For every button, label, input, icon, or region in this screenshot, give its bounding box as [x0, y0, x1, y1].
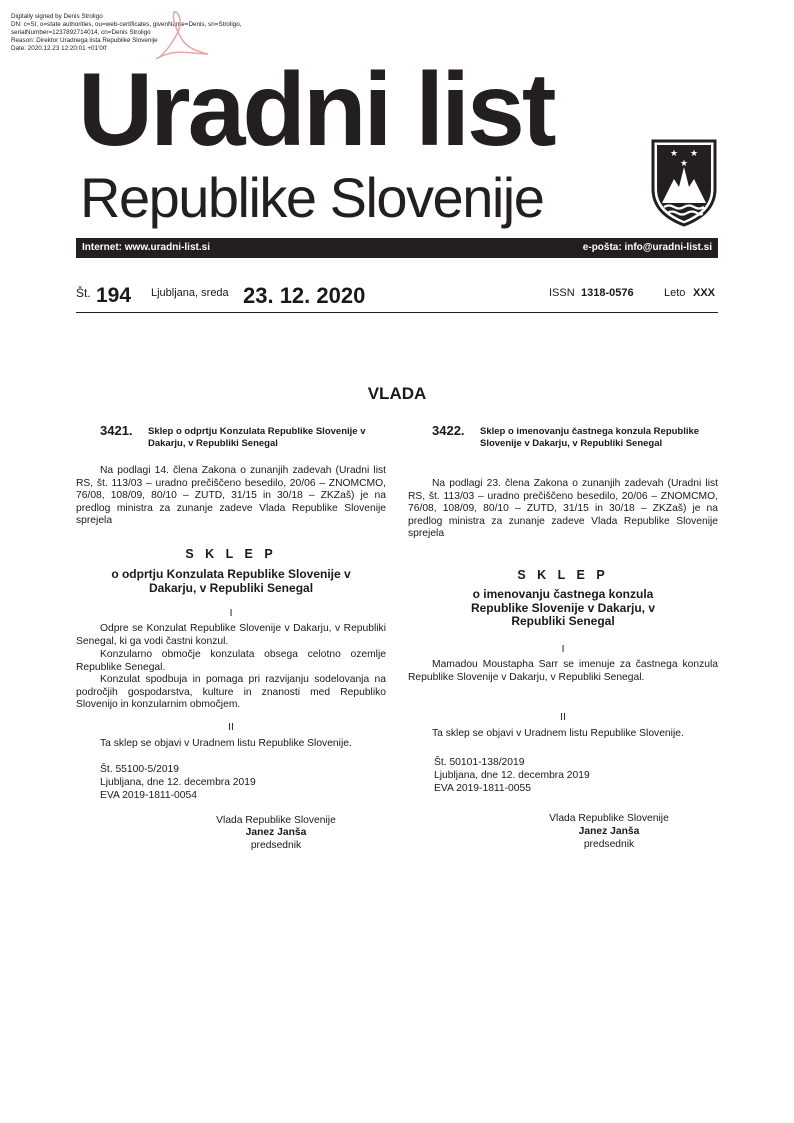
leto-value: XXX [693, 287, 716, 299]
signature-line: Digitally signed by Denis Stroligo [11, 13, 103, 20]
paragraph: Mamadou Moustapha Sarr se imenuje za častnega konzula Republike Slovenije v Dakarju, v Republiki Senegal. [408, 659, 718, 683]
reference-number: Št. 50101-138/2019 [434, 757, 525, 768]
article-3422 [408, 425, 718, 865]
masthead-subtitle: Republike Slovenije [80, 166, 544, 229]
internet-link[interactable]: Internet: www.uradni-list.si [82, 242, 210, 253]
part-label: II [228, 722, 234, 733]
paragraph: Konzularno območje konzulata obsega celotno ozemlje Republike Senegal. [76, 649, 386, 673]
section-heading: VLADA [367, 384, 427, 403]
signer-role: predsednik [250, 840, 302, 851]
svg-text:★: ★ [679, 159, 689, 169]
paragraph: Odpre se Konzulat Republike Slovenije v Dakarju, v Republiki Senegal, ki ga vodi častni konzul. [76, 623, 386, 647]
masthead-contact-bar [76, 238, 718, 258]
issn-label: ISSN [549, 287, 575, 299]
issue-number: 194 [96, 284, 132, 307]
part-label: I [561, 644, 565, 655]
reference-number: Št. 55100-5/2019 [100, 764, 180, 775]
svg-text:★: ★ [689, 149, 699, 159]
paragraph: Ta sklep se objavi v Uradnem listu Republike Slovenije. [432, 728, 684, 739]
signature-line: Date: 2020.12.23 12:20:01 +01'00' [11, 45, 108, 52]
signer-org: Vlada Republike Slovenije [549, 813, 669, 824]
signer-org: Vlada Republike Slovenije [216, 815, 336, 826]
article-heading: Sklep o imenovanju častnega konzula Republike Slovenije v Dakarju, v Republiki Senegal [480, 426, 700, 449]
sklep-title: o odprtju Konzulata Republike Slovenije v Dakarju, v Republiki Senegal [111, 567, 351, 595]
signer-role: predsednik [583, 839, 635, 850]
article-3421 [76, 425, 386, 865]
masthead-title: Uradni list [78, 52, 554, 168]
paragraph: Ta sklep se objavi v Uradnem listu Republike Slovenije. [100, 738, 352, 749]
sklep-label: S K L E P [517, 568, 609, 582]
article-number: 3421. [100, 423, 133, 438]
sklep-label: S K L E P [185, 547, 277, 561]
reference-eva: EVA 2019-1811-0054 [100, 790, 197, 801]
slovenian-coat-of-arms-icon [650, 137, 718, 227]
issue-line [76, 282, 718, 313]
article-intro: Na podlagi 14. člena Zakona o zunanjih zadevah (Uradni list RS, št. 113/03 – uradno prečiščeno besedilo, 20/06 – ZNOMCMO, 76/08, 108/09, 80/10 – ZUTD, 31/15 in 30/18 – ZKZaš) je na predlog ministra za zunanje zadeve Vlada Republike Slovenije sprejela [76, 465, 386, 526]
issue-date: 23. 12. 2020 [243, 283, 366, 308]
signature-line: serialNumber=1237892714014, cn=Denis Stroligo [11, 29, 151, 36]
email-link[interactable]: e-pošta: info@uradni-list.si [582, 242, 712, 253]
signature-line: Reason: Direktor Uradnega lista Republike Slovenije [11, 37, 158, 44]
issue-st-label: Št. [76, 286, 91, 300]
reference-eva: EVA 2019-1811-0055 [434, 783, 531, 794]
article-heading: Sklep o odprtju Konzulata Republike Slovenije v Dakarju, v Republiki Senegal [148, 426, 366, 449]
reference-date: Ljubljana, dne 12. decembra 2019 [434, 770, 590, 781]
reference-date: Ljubljana, dne 12. decembra 2019 [100, 777, 256, 788]
sklep-title: o imenovanju častnega konzula Republike Slovenije v Dakarju, v Republiki Senegal [470, 587, 656, 628]
article-number: 3422. [432, 423, 465, 438]
leto-label: Leto [664, 287, 686, 299]
issue-place-day: Ljubljana, sreda [151, 287, 229, 299]
part-label: II [560, 712, 566, 723]
svg-text:★: ★ [669, 149, 679, 159]
signer-name: Janez Janša [245, 827, 307, 838]
article-intro: Na podlagi 23. člena Zakona o zunanjih zadevah (Uradni list RS, št. 113/03 – uradno prečiščeno besedilo, 20/06 – ZNOMCMO, 76/08, 108/09, 80/10 – ZUTD, 31/15 in 30/18 – ZKZaš) je na predlog ministra za zunanje zadeve Vlada Republike Slovenije sprejela [408, 478, 718, 539]
issn-value: 1318-0576 [581, 287, 634, 299]
paragraph: Konzulat spodbuja in pomaga pri razvijanju sodelovanja na področjih gospodarstva, kulture in znanosti med Republiko Slovenijo in konzularnim območjem. [76, 674, 386, 710]
part-label: I [229, 608, 233, 619]
signature-line: DN: c=SI, o=state authorities, ou=web-certificates, givenName=Denis, sn=Stroligo, [11, 21, 242, 28]
signer-name: Janez Janša [578, 826, 640, 837]
